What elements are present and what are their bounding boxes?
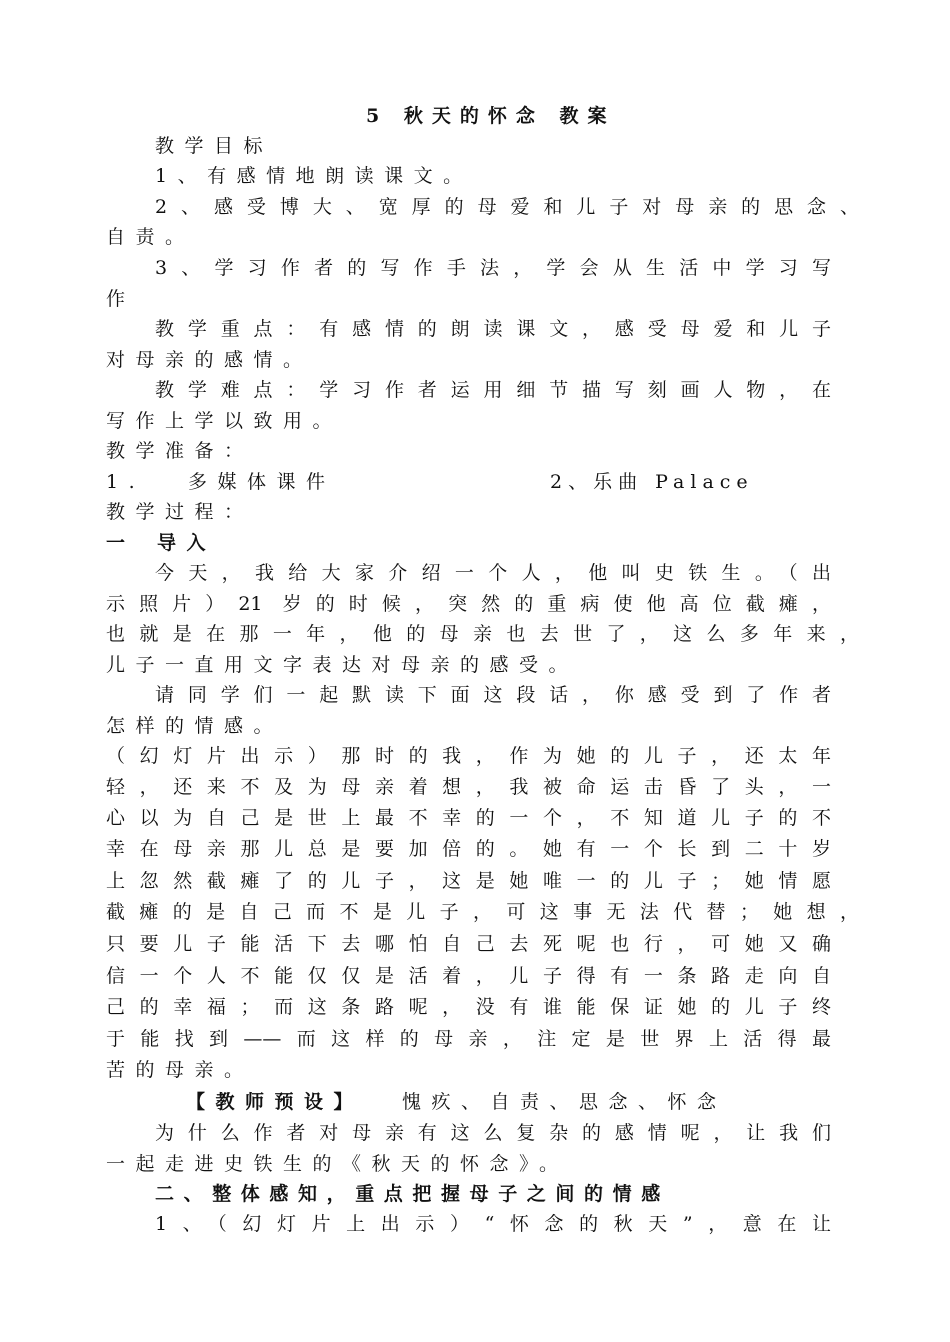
objective-2-line-2: 自责。 [106,226,195,248]
objective-2-line-1: 2、感受博大、宽厚的母爱和儿子对母亲的思念、 [155,196,859,218]
slide-quote-line-10: 于能找到——而这样的母亲，注定是世界上活得最 [106,1028,831,1050]
document-title: 5 秋天的怀念 教案 [366,105,616,127]
slide-quote-line-1: （幻灯片出示）那时的我，作为她的儿子，还太年 [106,745,831,767]
slide-quote-line-8: 信一个人不能仅仅是活着，儿子得有一条路走向自 [106,965,831,987]
why-line-1: 为什么作者对母亲有这么复杂的感情呢，让我们 [155,1122,831,1144]
teacher-preset-text: 愧疚、自责、思念、怀念 [402,1091,727,1113]
slide-quote-line-4: 幸在母亲那儿总是要加倍的。她有一个长到二十岁 [106,838,831,860]
intro-line-2: 示照片）21 岁的时候，突然的重病使他高位截瘫， [106,593,831,615]
section-2-line-1: 1、（幻灯片上出示）“怀念的秋天”，意在让 [155,1213,831,1235]
prep-item-2: 2、乐曲 Palace [550,471,754,493]
objectives-heading: 教学目标 [155,135,274,157]
difficulty-line-2: 写作上学以致用。 [106,410,343,432]
read-line-2: 怎样的情感。 [106,715,284,737]
read-line-1: 请同学们一起默读下面这段话，你感受到了作者 [155,684,831,706]
section-1-number: 一 [106,532,136,554]
intro-line-3: 也就是在那一年，他的母亲也去世了，这么多年来， [106,623,859,645]
slide-quote-line-6: 截瘫的是自己而不是儿子，可这事无法代替；她想， [106,901,859,923]
process-heading: 教学过程： [106,501,254,523]
prep-item-1: 多媒体课件 [188,471,336,493]
why-line-2: 一起走进史铁生的《秋天的怀念》。 [106,1153,569,1175]
intro-line-1: 今天，我给大家介绍一个人，他叫史铁生。（出 [155,562,831,584]
slide-quote-line-7: 只要儿子能活下去哪怕自己去死呢也行，可她又确 [106,933,831,955]
key-point-line-1: 教学重点：有感情的朗读课文，感受母爱和儿子 [155,318,831,340]
slide-quote-line-5: 上忽然截瘫了的儿子，这是她唯一的儿子；她情愿 [106,870,831,892]
objective-3-line-1: 3、学习作者的写作手法，学会从生活中学习写 [155,257,831,279]
section-1-title: 导入 [157,532,217,554]
prep-item-1-number: 1. [106,471,146,493]
slide-quote-line-3: 心以为自己是世上最不幸的一个，不知道儿子的不 [106,807,831,829]
difficulty-line-1: 教学难点：学习作者运用细节描写刻画人物，在 [155,379,831,401]
slide-quote-line-11: 苦的母亲。 [106,1059,254,1081]
teacher-preset-label: 【教师预设】 [186,1091,364,1113]
section-2-title: 二、整体感知，重点把握母子之间的情感 [155,1183,670,1205]
objective-1: 1、有感情地朗读课文。 [155,165,473,187]
objective-3-line-2: 作 [106,288,136,310]
prep-heading: 教学准备： [106,440,254,462]
key-point-line-2: 对母亲的感情。 [106,349,313,371]
intro-line-4: 儿子一直用文字表达对母亲的感受。 [106,654,579,676]
slide-quote-line-9: 己的幸福；而这条路呢，没有谁能保证她的儿子终 [106,996,831,1018]
slide-quote-line-2: 轻，还来不及为母亲着想，我被命运击昏了头，一 [106,776,831,798]
